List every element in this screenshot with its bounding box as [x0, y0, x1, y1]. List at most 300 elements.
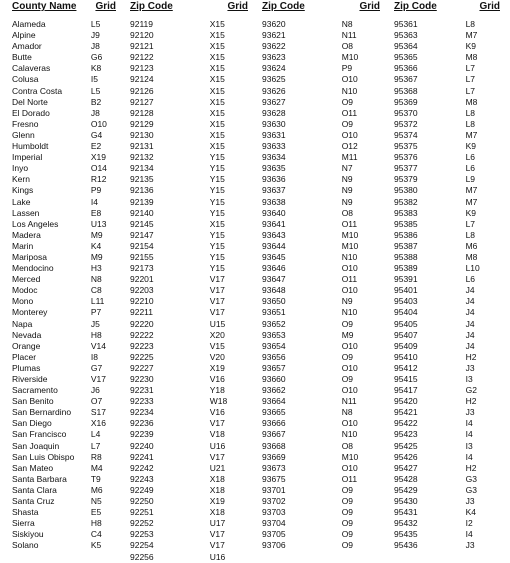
- data-table: [12, 0, 116, 552]
- table-row: [262, 52, 380, 63]
- grid-cell: M7: [465, 30, 478, 41]
- zip-code-cell: 95374: [394, 129, 418, 140]
- table-row: [12, 396, 116, 407]
- zip-code-cell: 93643: [262, 229, 286, 240]
- grid-cell: O10: [341, 462, 358, 473]
- grid-cell: N9: [341, 185, 353, 196]
- table-row: [130, 385, 248, 396]
- table-row: [394, 130, 500, 141]
- table-row: [262, 385, 380, 396]
- grid-cell: O9: [341, 374, 354, 384]
- table-row: [394, 163, 500, 174]
- table-row: [262, 119, 380, 130]
- table-row: [262, 307, 380, 318]
- county-name-cell: Los Angeles: [12, 218, 59, 229]
- table-row: [130, 485, 248, 496]
- zip-code-cell: 93653: [262, 329, 286, 340]
- zip-code-cell: 93622: [262, 41, 286, 52]
- table-row: [394, 463, 500, 474]
- grid-cell: M9: [90, 251, 103, 262]
- county-name-cell: Mendocino: [12, 263, 54, 274]
- zip-code-cell: 92251: [130, 507, 154, 518]
- grid-cell: L7: [465, 85, 476, 96]
- table-row: [12, 296, 116, 307]
- grid-cell: K4: [90, 240, 102, 251]
- grid-cell: L9: [465, 174, 476, 185]
- zip-code-cell: 95375: [394, 141, 418, 152]
- grid-cell: X15: [209, 118, 225, 129]
- table-row: [394, 352, 500, 363]
- county-name-cell: Alameda: [12, 19, 46, 29]
- table-row: [262, 141, 380, 152]
- grid-cell: J9: [90, 30, 100, 41]
- table-row: [12, 19, 116, 30]
- county-name-cell: San Mateo: [12, 462, 54, 473]
- county-name-cell: San Joaquin: [12, 440, 60, 451]
- grid-cell: O10: [341, 418, 358, 429]
- zip-code-cell: 95372: [394, 118, 418, 129]
- table-row: [130, 152, 248, 163]
- table-row: [394, 429, 500, 440]
- table-row: [12, 407, 116, 418]
- column-header-grid: Grid: [95, 1, 116, 12]
- zip-code-cell: 92239: [130, 429, 154, 440]
- zip-code-cell: 95364: [394, 41, 418, 52]
- grid-cell: X15: [209, 96, 225, 107]
- grid-cell: U17: [209, 518, 226, 529]
- table-row: [130, 429, 248, 440]
- zip-code-cell: 92139: [130, 196, 154, 207]
- table-row: [130, 230, 248, 241]
- zip-code-cell: 92132: [130, 152, 154, 163]
- grid-cell: V17: [209, 529, 225, 540]
- zip-code-cell: 92223: [130, 340, 154, 351]
- table-row: [262, 130, 380, 141]
- zip-code-cell: 95412: [394, 362, 418, 373]
- table-row: [12, 307, 116, 318]
- table-row: [262, 108, 380, 119]
- grid-cell: M6: [465, 240, 478, 251]
- data-table: [262, 0, 380, 552]
- grid-cell: N11: [341, 30, 357, 41]
- zip-code-cell: 92130: [130, 129, 154, 140]
- grid-cell: M9: [90, 229, 103, 240]
- county-name-cell: Lassen: [12, 207, 40, 218]
- grid-cell: J4: [465, 318, 475, 329]
- grid-cell: L11: [90, 296, 105, 307]
- zip-code-cell: 93702: [262, 496, 286, 507]
- grid-cell: M9: [341, 329, 354, 340]
- table-row: [130, 518, 248, 529]
- grid-cell: L6: [465, 163, 476, 174]
- grid-cell: N5: [90, 496, 102, 507]
- table-row: [130, 418, 248, 429]
- grid-cell: V14: [90, 340, 106, 351]
- grid-cell: Y15: [209, 174, 225, 185]
- county-name-cell: Santa Barbara: [12, 473, 67, 484]
- grid-cell: I4: [465, 529, 473, 540]
- grid-cell: V15: [209, 340, 225, 351]
- county-name-cell: Shasta: [12, 507, 39, 518]
- grid-cell: J4: [465, 340, 475, 351]
- table-row: [262, 19, 380, 30]
- zip-code-cell: 92252: [130, 518, 154, 529]
- column-header-grid: Grid: [359, 1, 380, 12]
- grid-cell: M10: [341, 240, 359, 251]
- grid-cell: O11: [341, 107, 358, 118]
- table-row: [394, 41, 500, 52]
- grid-cell: O9: [341, 318, 354, 329]
- zip-code-cell: 93648: [262, 285, 286, 296]
- table-row: [262, 363, 380, 374]
- zip-code-cell: 92134: [130, 163, 154, 174]
- zip-code-cell: 93645: [262, 251, 286, 262]
- county-name-cell: Siskiyou: [12, 529, 44, 540]
- grid-cell: M7: [465, 129, 478, 140]
- zip-code-cell: 95432: [394, 518, 418, 529]
- table-row: [130, 108, 248, 119]
- zip-code-cell: 95401: [394, 285, 418, 296]
- grid-cell: V17: [209, 274, 225, 285]
- zip-code-cell: 95409: [394, 340, 418, 351]
- table-row: [12, 441, 116, 452]
- zip-code-cell: 95426: [394, 451, 418, 462]
- grid-cell: U13: [90, 218, 107, 229]
- table-row: [130, 529, 248, 540]
- zip-code-cell: 93669: [262, 451, 286, 462]
- table-row: [262, 274, 380, 285]
- zip-code-cell: 93621: [262, 30, 286, 41]
- zip-code-cell: 92119: [130, 19, 154, 29]
- zip-code-cell: 92123: [130, 63, 154, 74]
- zip-code-cell: 92136: [130, 185, 154, 196]
- zip-code-cell: 93706: [262, 540, 286, 551]
- grid-cell: Y15: [209, 152, 225, 163]
- table-row: [130, 496, 248, 507]
- grid-cell: X18: [209, 507, 225, 518]
- county-name-cell: Marin: [12, 240, 34, 251]
- grid-cell: O10: [90, 118, 107, 129]
- table-row: [130, 352, 248, 363]
- zip-code-cell: 93631: [262, 129, 286, 140]
- zip-code-cell: 95407: [394, 329, 418, 340]
- zip-code-cell: 92124: [130, 74, 154, 85]
- grid-cell: N9: [341, 196, 353, 207]
- grid-cell: N7: [341, 163, 353, 174]
- grid-cell: N10: [341, 307, 358, 318]
- zip-panel-953: [394, 0, 500, 551]
- county-panel: [12, 0, 116, 551]
- table-row: [12, 452, 116, 463]
- zip-code-cell: 93640: [262, 207, 286, 218]
- grid-cell: O11: [341, 218, 358, 229]
- zip-code-cell: 92126: [130, 85, 154, 96]
- table-row: [394, 341, 500, 352]
- zip-code-cell: 95417: [394, 385, 418, 396]
- table-row: [130, 285, 248, 296]
- zip-code-cell: 92240: [130, 440, 154, 451]
- zip-code-cell: 93703: [262, 507, 286, 518]
- zip-code-cell: 92241: [130, 451, 154, 462]
- grid-cell: X15: [209, 30, 225, 41]
- grid-cell: X15: [209, 85, 225, 96]
- zip-code-cell: 95431: [394, 507, 418, 518]
- zip-code-cell: 95427: [394, 462, 418, 473]
- table-row: [394, 141, 500, 152]
- table-row: [394, 152, 500, 163]
- grid-cell: X16: [90, 418, 106, 429]
- grid-cell: V16: [209, 374, 225, 384]
- column-header-primary: Zip Code: [394, 1, 437, 12]
- zip-code-cell: 95403: [394, 296, 418, 307]
- grid-cell: O9: [341, 496, 354, 507]
- zip-code-cell: 95388: [394, 251, 418, 262]
- grid-cell: I8: [90, 351, 98, 362]
- zip-code-cell: 92231: [130, 385, 154, 396]
- table-row: [394, 296, 500, 307]
- zip-code-cell: 95386: [394, 229, 418, 240]
- zip-code-cell: 95380: [394, 185, 418, 196]
- grid-cell: N8: [341, 19, 353, 29]
- zip-code-cell: 92242: [130, 462, 154, 473]
- grid-cell: J8: [90, 107, 100, 118]
- table-row: [12, 163, 116, 174]
- grid-cell: K9: [465, 141, 476, 152]
- table-row: [130, 441, 248, 452]
- table-row: [12, 540, 116, 551]
- table-row: [130, 263, 248, 274]
- table-row: [12, 30, 116, 41]
- grid-cell: X19: [209, 362, 225, 373]
- table-row: [262, 86, 380, 97]
- grid-cell: W18: [209, 396, 228, 407]
- table-row: [12, 363, 116, 374]
- data-table: [130, 0, 248, 563]
- table-row: [12, 374, 116, 385]
- grid-cell: X15: [209, 107, 225, 118]
- grid-cell: H8: [90, 518, 102, 529]
- table-row: [262, 396, 380, 407]
- table-row: [262, 529, 380, 540]
- table-row: [12, 341, 116, 352]
- zip-code-cell: 93620: [262, 19, 286, 29]
- table-row: [130, 252, 248, 263]
- grid-cell: O10: [341, 129, 358, 140]
- county-name-cell: Mariposa: [12, 251, 47, 262]
- zip-code-cell: 92129: [130, 118, 154, 129]
- grid-cell: O10: [341, 263, 358, 274]
- grid-cell: M6: [90, 484, 103, 495]
- grid-cell: O11: [341, 274, 358, 285]
- grid-cell: M7: [465, 185, 478, 196]
- grid-cell: C8: [90, 285, 102, 296]
- zip-code-cell: 95361: [394, 19, 418, 29]
- grid-cell: J3: [465, 407, 475, 418]
- grid-cell: E5: [90, 507, 102, 518]
- grid-cell: B2: [90, 96, 102, 107]
- county-name-cell: Modoc: [12, 285, 38, 296]
- grid-cell: V17: [90, 374, 106, 384]
- grid-cell: O9: [341, 96, 354, 107]
- grid-cell: K5: [90, 540, 102, 551]
- zip-code-cell: 93651: [262, 307, 286, 318]
- grid-cell: X19: [209, 496, 225, 507]
- table-row: [394, 74, 500, 85]
- table-row: [262, 63, 380, 74]
- grid-cell: I3: [465, 440, 473, 451]
- zip-code-cell: 93705: [262, 529, 286, 540]
- grid-cell: X15: [209, 218, 225, 229]
- grid-cell: O8: [341, 41, 354, 52]
- table-row: [12, 97, 116, 108]
- grid-cell: E2: [90, 141, 102, 152]
- county-name-cell: Fresno: [12, 118, 39, 129]
- header-row: [262, 0, 380, 13]
- table-row: [394, 319, 500, 330]
- table-row: [130, 330, 248, 341]
- zip-code-cell: 93647: [262, 274, 286, 285]
- table-row: [130, 63, 248, 74]
- grid-cell: Y15: [209, 163, 225, 174]
- table-row: [12, 496, 116, 507]
- grid-cell: L7: [465, 63, 476, 74]
- grid-cell: N10: [341, 85, 358, 96]
- table-row: [262, 407, 380, 418]
- table-row: [262, 241, 380, 252]
- zip-code-cell: 95377: [394, 163, 418, 174]
- grid-cell: E8: [90, 207, 102, 218]
- table-row: [130, 174, 248, 185]
- county-name-cell: Riverside: [12, 374, 48, 384]
- zip-code-cell: 93675: [262, 473, 286, 484]
- zip-code-cell: 95363: [394, 30, 418, 41]
- grid-cell: Y15: [209, 207, 225, 218]
- zip-code-cell: 95391: [394, 274, 418, 285]
- zip-panel-936: [262, 0, 380, 551]
- zip-code-cell: 95367: [394, 74, 418, 85]
- grid-cell: M8: [465, 52, 478, 63]
- table-row: [262, 230, 380, 241]
- zip-code-cell: 92210: [130, 296, 154, 307]
- county-name-cell: Madera: [12, 229, 41, 240]
- zip-code-cell: 92256: [130, 551, 154, 562]
- county-name-cell: Contra Costa: [12, 85, 63, 96]
- table-row: [130, 119, 248, 130]
- county-name-cell: Amador: [12, 41, 42, 52]
- table-row: [394, 197, 500, 208]
- zip-code-cell: 92122: [130, 52, 154, 63]
- grid-cell: O9: [341, 507, 354, 518]
- grid-cell: O11: [341, 473, 358, 484]
- county-name-cell: Merced: [12, 274, 41, 285]
- table-row: [394, 252, 500, 263]
- grid-cell: I3: [465, 374, 473, 384]
- grid-cell: O10: [341, 74, 358, 85]
- zip-code-cell: 95420: [394, 396, 418, 407]
- header-row: [12, 0, 116, 13]
- table-row: [262, 540, 380, 551]
- table-row: [12, 74, 116, 85]
- zip-code-cell: 93650: [262, 296, 286, 307]
- table-row: [262, 507, 380, 518]
- grid-cell: J3: [465, 362, 475, 373]
- table-row: [262, 252, 380, 263]
- zip-code-cell: 95436: [394, 540, 418, 551]
- table-row: [12, 463, 116, 474]
- grid-cell: N8: [341, 407, 353, 418]
- table-row: [394, 19, 500, 30]
- zip-code-cell: 95370: [394, 107, 418, 118]
- county-name-cell: San Benito: [12, 396, 54, 407]
- grid-cell: M10: [341, 451, 359, 462]
- grid-cell: O9: [341, 351, 354, 362]
- zip-code-cell: 92173: [130, 263, 154, 274]
- table-row: [12, 385, 116, 396]
- county-name-cell: Sacramento: [12, 385, 58, 396]
- zip-code-cell: 92250: [130, 496, 154, 507]
- table-row: [394, 174, 500, 185]
- table-row: [394, 63, 500, 74]
- zip-code-cell: 95423: [394, 429, 418, 440]
- grid-cell: X15: [209, 52, 225, 63]
- grid-cell: I4: [465, 418, 473, 429]
- table-row: [394, 529, 500, 540]
- zip-code-cell: 95376: [394, 152, 418, 163]
- table-row: [130, 41, 248, 52]
- grid-cell: L5: [90, 19, 101, 29]
- grid-cell: R8: [90, 451, 102, 462]
- county-name-cell: Kings: [12, 185, 34, 196]
- grid-cell: H2: [465, 462, 477, 473]
- grid-cell: N9: [341, 296, 353, 307]
- grid-cell: X19: [90, 152, 106, 163]
- table-row: [262, 374, 380, 385]
- grid-cell: V17: [209, 418, 225, 429]
- table-row: [130, 407, 248, 418]
- county-name-cell: Colusa: [12, 74, 39, 85]
- table-row: [394, 97, 500, 108]
- table-row: [130, 163, 248, 174]
- table-row: [12, 274, 116, 285]
- grid-cell: J4: [465, 329, 475, 340]
- table-row: [12, 474, 116, 485]
- table-row: [130, 19, 248, 30]
- grid-cell: P9: [341, 63, 353, 74]
- zip-code-cell: 92127: [130, 96, 154, 107]
- table-row: [262, 296, 380, 307]
- zip-code-cell: 92145: [130, 218, 154, 229]
- column-header-grid: Grid: [227, 1, 248, 12]
- table-row: [262, 452, 380, 463]
- grid-cell: L6: [465, 152, 476, 163]
- zip-code-cell: 92236: [130, 418, 154, 429]
- zip-code-cell: 92254: [130, 540, 154, 551]
- table-row: [12, 352, 116, 363]
- grid-cell: G2: [465, 385, 477, 396]
- grid-cell: X15: [209, 63, 225, 74]
- county-name-cell: Placer: [12, 351, 37, 362]
- zip-code-cell: 93638: [262, 196, 286, 207]
- column-header-primary: Zip Code: [262, 1, 305, 12]
- grid-cell: V17: [209, 451, 225, 462]
- grid-cell: U21: [209, 462, 226, 473]
- zip-code-cell: 93625: [262, 74, 286, 85]
- table-row: [394, 474, 500, 485]
- table-row: [130, 130, 248, 141]
- grid-cell: M8: [465, 96, 478, 107]
- column-header-primary: Zip Code: [130, 1, 173, 12]
- county-name-cell: Butte: [12, 52, 32, 63]
